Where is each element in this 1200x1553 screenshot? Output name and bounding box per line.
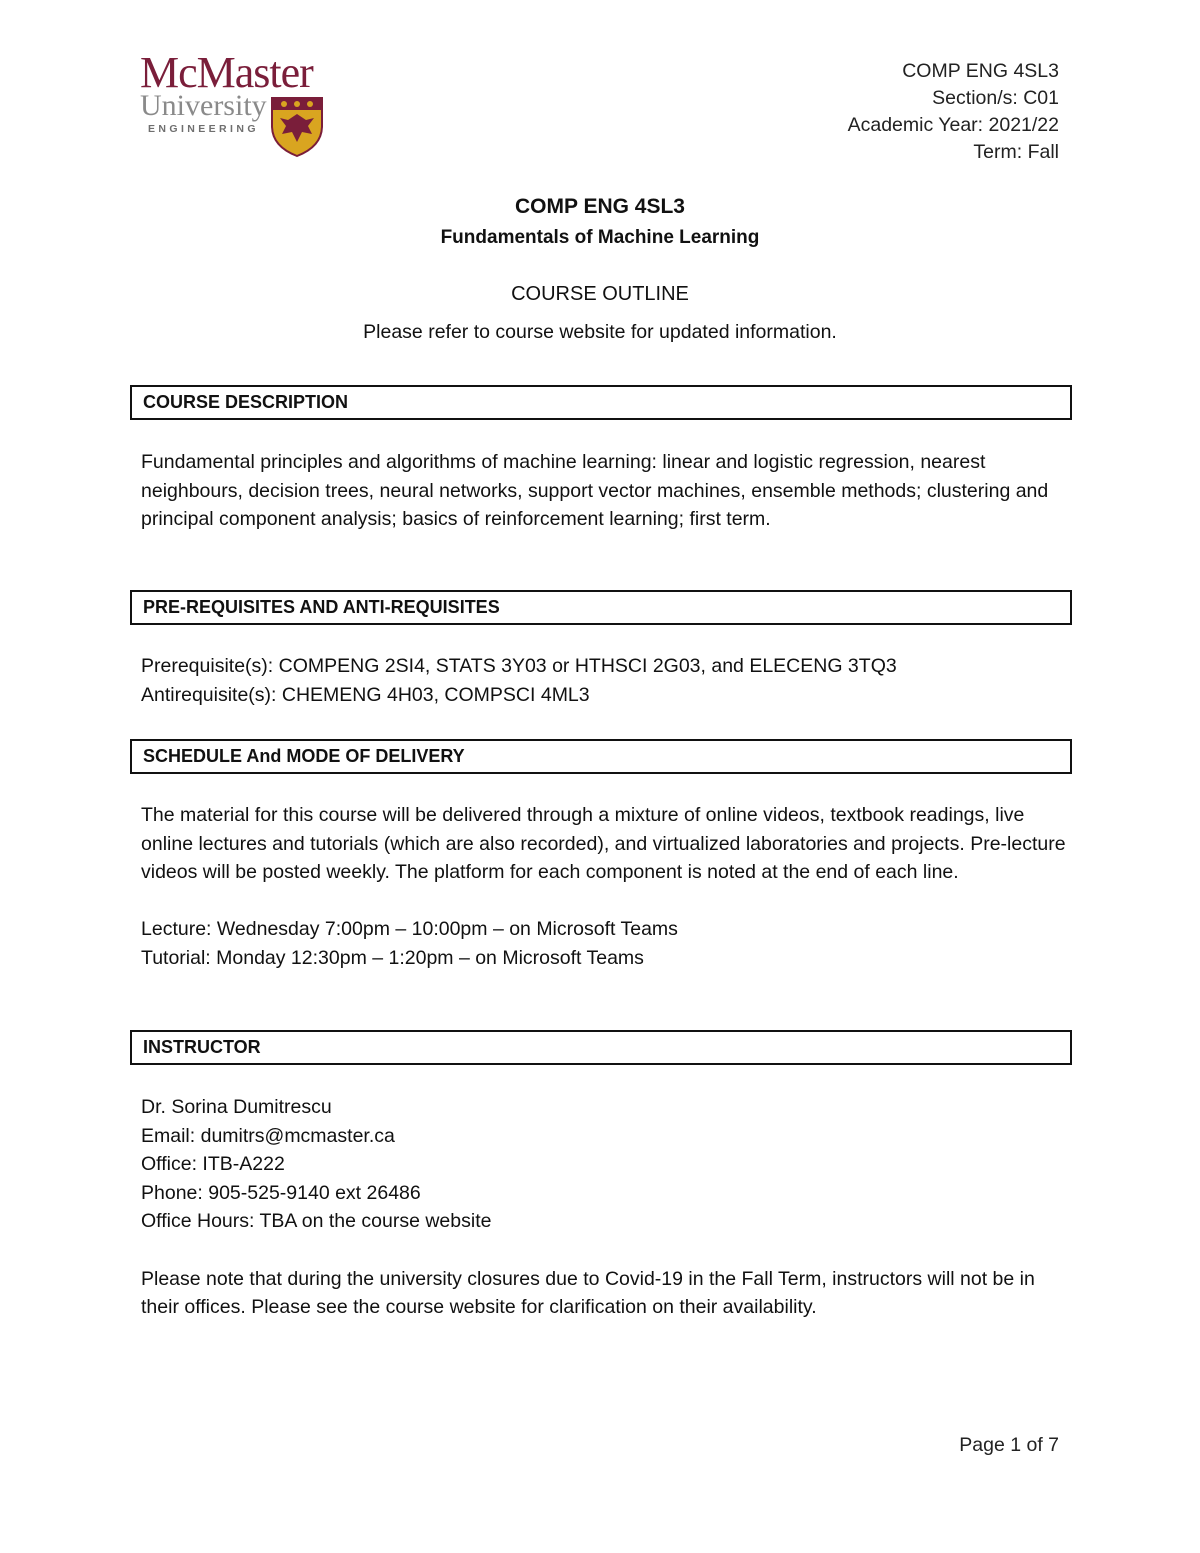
section-header-instructor xyxy=(130,1030,1072,1065)
section-header-course-description xyxy=(130,385,1072,420)
tutorial-line: Tutorial: Monday 12:30pm – 1:20pm – on Microsoft Teams xyxy=(141,946,644,969)
prerequisite-line: Prerequisite(s): COMPENG 2SI4, STATS 3Y03 or HTHSCI 2G03, and ELECENG 3TQ3 xyxy=(141,655,897,677)
page-number: Page 1 of 7 xyxy=(959,1434,1059,1456)
schedule-text xyxy=(141,801,1071,973)
header-section: Section/s: C01 xyxy=(932,87,1059,109)
instructor-name: Dr. Sorina Dumitrescu xyxy=(141,1096,332,1118)
antirequisite-line: Antirequisite(s): CHEMENG 4H03, COMPSCI 4ML3 xyxy=(141,683,590,706)
section-heading: INSTRUCTOR xyxy=(143,1037,261,1057)
paragraph: The material for this course will be delivered through a mixture of online videos, textbook readings, live online lectures and tutorials (which are also recorded), and virtualized laboratories and projects. Pre-lecture videos will be posted weekly. The platform for each component is noted at the end of each line. xyxy=(141,804,1066,884)
instructor-office-hours: Office Hours: TBA on the course website xyxy=(141,1210,492,1233)
course-name-title: Fundamentals of Machine Learning xyxy=(440,227,760,248)
prerequisites-text xyxy=(141,652,1071,709)
section-heading: PRE-REQUISITES AND ANTI-REQUISITES xyxy=(143,597,500,617)
lecture-line: Lecture: Wednesday 7:00pm – 10:00pm – on Microsoft Teams xyxy=(141,918,678,941)
logo-wordmark-engineering: ENGINEERING xyxy=(148,123,259,135)
section-heading: COURSE DESCRIPTION xyxy=(143,392,349,412)
course-description-text xyxy=(141,448,1071,534)
instructor-office: Office: ITB-A222 xyxy=(141,1153,285,1176)
instructor-text xyxy=(141,1093,1071,1322)
header-course-code: COMP ENG 4SL3 xyxy=(902,60,1059,82)
course-outline-heading: COURSE OUTLINE xyxy=(511,283,689,305)
instructor-phone: Phone: 905-525-9140 ext 26486 xyxy=(141,1181,421,1204)
logo-wordmark-mcmaster: McMaster xyxy=(140,48,313,97)
header-academic-year: Academic Year: 2021/22 xyxy=(847,114,1059,136)
section-header-prerequisites xyxy=(130,590,1072,625)
mcmaster-crest-icon xyxy=(270,96,324,158)
header-term: Term: Fall xyxy=(973,141,1059,163)
paragraph: Fundamental principles and algorithms of machine learning: linear and logistic regression, nearest neighbours, decision trees, neural networks, support vector machines, ensemble methods; clustering and principal component analysis; basics of reinforcement learning; first term. xyxy=(141,451,1049,531)
section-heading: SCHEDULE And MODE OF DELIVERY xyxy=(143,746,465,766)
course-website-note: Please refer to course website for updated information. xyxy=(363,321,837,343)
logo-wordmark-university: University xyxy=(140,89,267,122)
covid-note: Please note that during the university closures due to Covid-19 in the Fall Term, instructors will not be in their offices. Please see the course website for clarification on their availability. xyxy=(141,1267,1035,1319)
instructor-email: Email: dumitrs@mcmaster.ca xyxy=(141,1124,395,1147)
section-header-schedule xyxy=(130,739,1072,774)
course-code-title: COMP ENG 4SL3 xyxy=(515,195,685,218)
